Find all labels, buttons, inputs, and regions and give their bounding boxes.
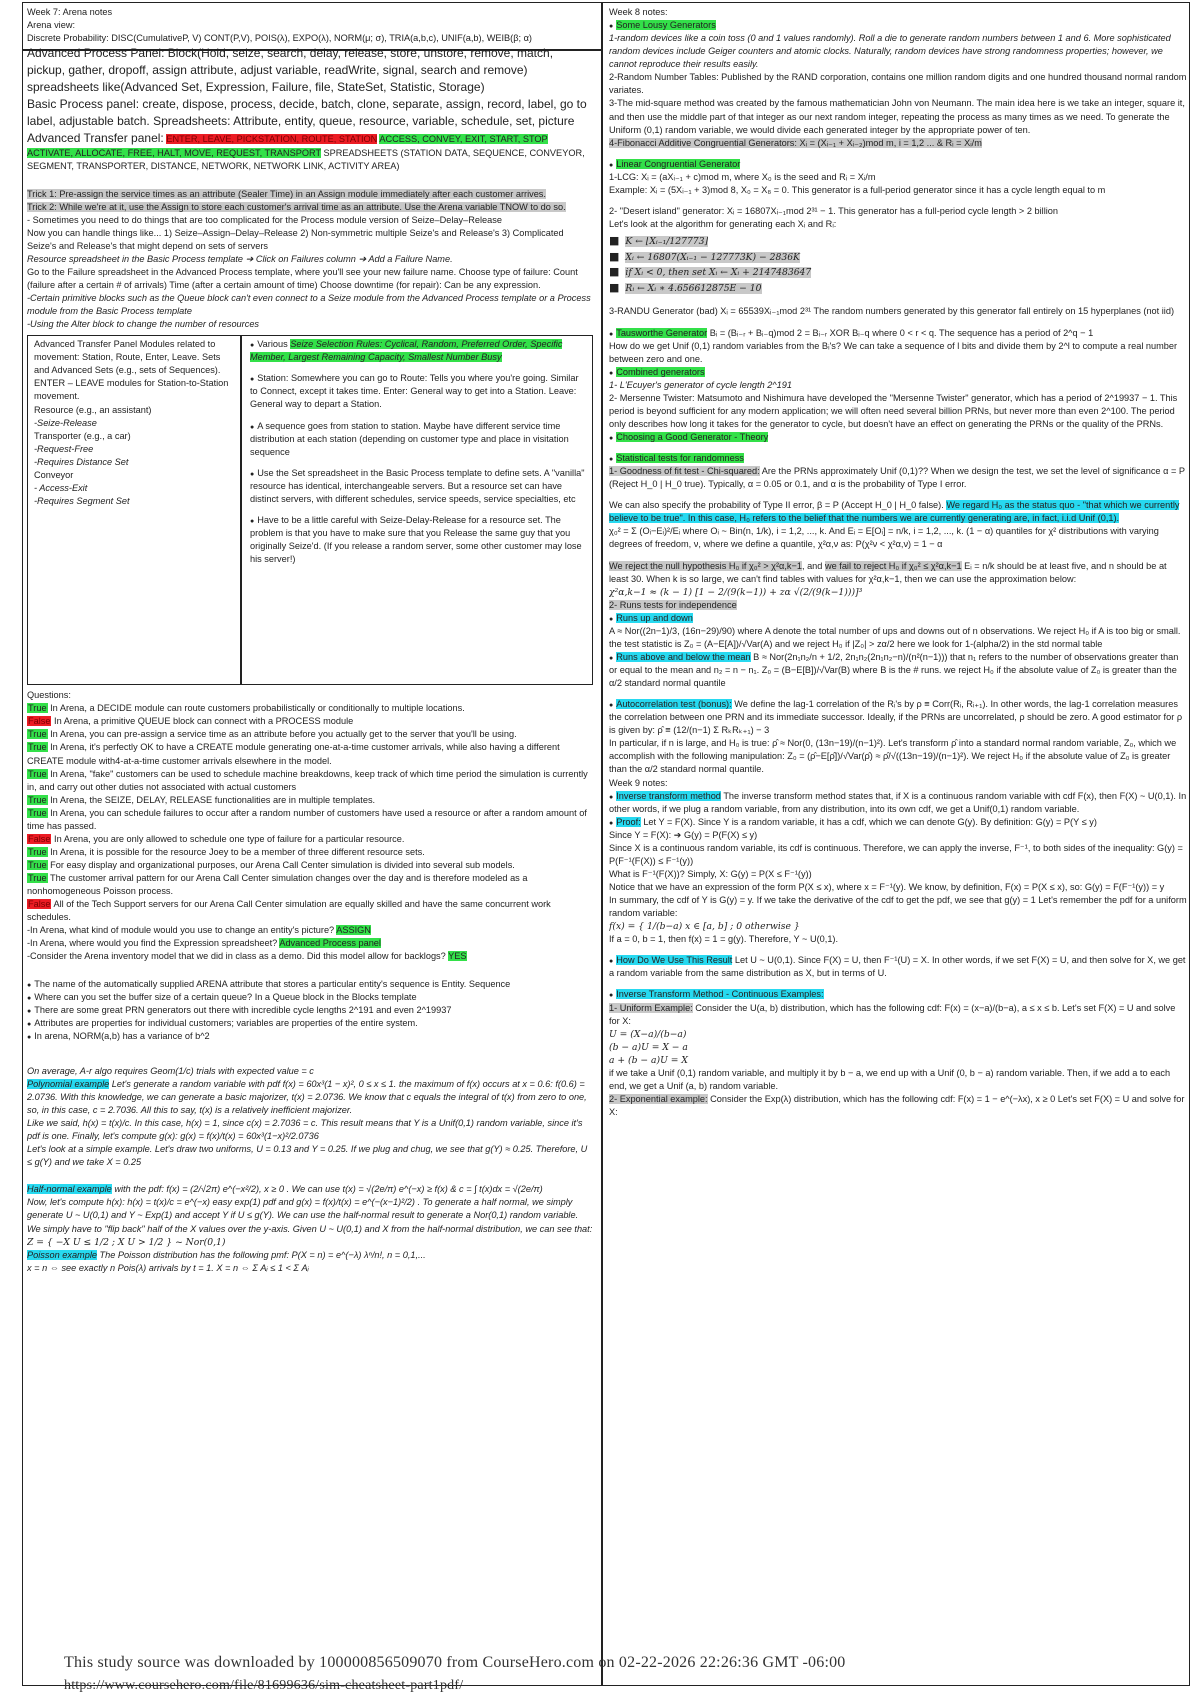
- proof-step: What is F⁻¹(F(X))? Simply, X: G(y) = P(X ≤ F⁻¹(y)): [609, 868, 812, 879]
- autocorrelation-text-2: In particular, if n is large, and H₀ is true: ρ̂ ≈ Nor(0, (13n−19)/(n−1)²). Let's transform ρ̂ into a standard normal random variable, Z₀, which we accomplish with the following manipulation: Z₀ = (ρ̂−E[ρ̂])/√Var(ρ̂) ≈ ρ̂/√((13n−19)/(n−1)²). We reject H₀ if the absolute value of Z₀ is greater than the α/2 standard normal quantile.: [609, 738, 1177, 775]
- mid-square-method: 3-The mid-square method was created by the famous mathematician John von Neumann. The main idea here is we take an integer, square it, and then use the middle part of that integer as our next random integer, repeating the process as many times as we need. To generate the Uniform (0,1) random variable, we would divide each generated integer by the appropriate power of ten.: [609, 98, 1185, 135]
- qa-item: -In Arena, where would you find the Expression spreadsheet? Advanced Process panel: [27, 938, 381, 949]
- note-seize-assign: Now you can handle things like... 1) Seize–Assign–Delay–Release 2) Non-symmetric multiple Seize's and Release's 3) Complicated Seize's and Release's that might depend on sets of servers: [27, 227, 564, 251]
- polynomial-example: Polynomial example Let's generate a random variable with pdf f(x) = 60x³(1 − x)², 0 ≤ x ≤ 1. the maximum of f(x) occurs at x = 0.6: f(0.6) = 2.0736. With this knowledge, we can generate a basic majorizer, t(x) = 2.0736. We know that c equals the integral of t(x) from zero to one, so, in this case, c = 2.7036. All this to say, t(x) is a relatively inefficient majorizer.: [27, 1078, 587, 1115]
- polynomial-text-3: Let's look at a simple example. Let's draw two uniforms, U = 0.13 and Y = 0.25. If we plug and chug, we see that g(Y) ≈ 0.25. Therefore, U ≤ g(Y) and we take X = 0.25: [27, 1144, 588, 1168]
- tausworthe-text-2: How do we get Unif (0,1) random variables from the Bᵢ's? We can take a sequence of l bits and divide them by 2^l to compute a real number between zero and one.: [609, 340, 1178, 364]
- failure-text: Go to the Failure spreadsheet in the Advanced Process template, where you'll see your new failure name. Choose type of failure: Count (failure after a certain # of arrivals) Time (after a certain amount of time) Choose downtime (for repair): Can be any expression.: [27, 266, 578, 290]
- algo-step: ■ Rᵢ ← Xᵢ ∗ 4.656612875E − 10: [609, 280, 1187, 296]
- poisson-example: Poisson example The Poisson distribution has the following pmf: P(X = n) = e^(−λ) λⁿ/n!, n = 0,1,...: [27, 1249, 426, 1260]
- autocorrelation-test: ● Autocorrelation test (bonus): We define the lag-1 correlation of the Rᵢ's by ρ ≡ Corr(Rᵢ, Rᵢ₊₁). In other words, the lag-1 correlation measures the correlation between one PRN and its immediate successor. Ideally, if the PRNs are uncorrelated, ρ should be zero. A good estimator for ρ is given by: ρ̂ ≡ (12/(n−1) Σ RₖRₖ₊₁) − 3: [609, 698, 1187, 737]
- random-number-tables: 2-Random Number Tables: Published by the RAND corporation, contains one million random digits and one hundred thousand normal random variates.: [609, 72, 1187, 96]
- lousy-generators-heading: ● Some Lousy Generators: [609, 19, 1187, 32]
- runs-up-down-text: A ≈ Nor((2n−1)/3, (16n−29)/90) where A denote the total number of ups and downs out of n observations. We reject H₀ if A is too big or small. the test statistic is Z₀ = (A−E[A])/√Var(A) and we reject H₀ if |Z₀| > zα/2 here we look for 1-(alpha/2) in the std normal table: [609, 625, 1181, 649]
- transfer-spreadsheets: SPREADSHEETS (STATION DATA, SEQUENCE, CONVEYOR, SEGMENT, TRANSPORTER, DISTANCE, NETWORK, NETWORK LINK, ACTIVITY AREA): [27, 148, 585, 172]
- cheatsheet-page: [22, 2, 1190, 1686]
- week7-title: Week 7: Arena notes: [27, 7, 113, 17]
- column-divider: [601, 3, 603, 1685]
- exponential-example: 2- Exponential example: Consider the Exp(λ) distribution, which has the following cdf: F(x) = 1 − e^(−λx), x ≥ 0 Let's set F(X) = U and solve for X:: [609, 1093, 1185, 1117]
- proof-step: Since X is a continuous random variable, its cdf is continuous. Therefore, we can apply the inverse, F⁻¹, to both sides of the inequality: G(y) = P(F⁻¹(F(X)) ≤ F⁻¹(y)): [609, 842, 1183, 866]
- source-url[interactable]: https://www.coursehero.com/file/81699636/sim-cheatsheet-part1pdf/: [64, 1678, 464, 1693]
- uniform-example: 1- Uniform Example: Consider the U(a, b) distribution, which has the following cdf: F(x) = (x−a)/(b−a), a ≤ x ≤ b. Let's set F(X) = U and solve for X:: [609, 1002, 1176, 1026]
- lcg-example: Example: Xᵢ = (5Xᵢ₋₁ + 3)mod 8, X₀ = X₈ = 0. This generator is a full-period generator since it has a cycle length equal to m: [609, 184, 1106, 195]
- table-separator: [240, 336, 242, 684]
- questions-title: Questions:: [27, 690, 71, 701]
- uniform-tail: if we take a Unif (0,1) random variable, and multiply it by b − a, we end up with a Unif (0, b − a) random variable. Then, if we add a to each end, we get a Unif (a, b) random variable.: [609, 1067, 1171, 1091]
- table-left-cell: [34, 338, 230, 508]
- tausworthe-line: ● Tausworthe Generator Bᵢ = (Bᵢ₋ᵣ + Bᵢ₋q)mod 2 = Bᵢ₋ᵣ XOR Bᵢ₋q where 0 < r < q. The sequence has a period of 2^q − 1: [609, 327, 1187, 340]
- table-right-careful: ● Have to be a little careful with Seize-Delay-Release for a resource set. The problem is that you have to make sure that you Release the same guy that you originally Seize'd. (If you release a random server, some other customer may lose his server!): [250, 514, 586, 566]
- table-left-access: - Access-Exit: [34, 482, 88, 493]
- transfer-label: Advanced Transfer panel:: [27, 131, 164, 146]
- transfer-red-highlight: ENTER, LEAVE, PICKSTATION, ROUTE, STATION: [166, 134, 378, 145]
- question-item: True In Arena, you can pre-assign a service time as an attribute before you actually get to the server that you'll be using.: [28, 729, 517, 740]
- lcg-heading: ● Linear Congruential Generator: [609, 158, 1187, 171]
- note-alter-block: -Using the Alter block to change the number of resources: [27, 319, 260, 330]
- chi-square-stat: χ₀² = Σ (Oᵢ−Eᵢ)²/Eᵢ where Oᵢ ~ Bin(n, 1/k), i = 1,2, ..., k. And Eᵢ = E[Oᵢ] = n/k, i = 1,2, ..., k. (1 − α) quantiles for χ² distributions with varying degrees of freedom, ν, where we define a quantile, χ²α,ν as: P(χ²ν < χ²α,ν) = 1 − α: [609, 526, 1159, 550]
- table-right-seize-rules: ● Various Seize Selection Rules: Cyclical, Random, Preferred Order, Specific Member, Largest Remaining Capacity, Smallest Number Busy: [250, 338, 586, 364]
- transfer-panel-line: [27, 130, 593, 173]
- question-item: True In Arena, you can schedule failures to occur after a random number of customers have used a resource or after a random amount of time has passed.: [27, 807, 587, 831]
- chi-approximation: χ²α,k−1 ≈ (k − 1) [1 − 2/(9(k−1)) + zα √(2/(9(k−1)))]³: [609, 586, 863, 598]
- left-column: [27, 6, 593, 1682]
- proof-step: Notice that we have an expression of the form P(X ≤ x), where x = F⁻¹(y). We know, by definition, F(x) = P(X ≤ x), so: G(y) = F(F⁻¹(y)) = y: [609, 882, 1165, 892]
- question-item: True In Arena, it's perfectly OK to have a CREATE module generating one-at-a-time customer arrivals, while also having a different CREATE module with4-at-a-time customer arrivals elsewhere in the model.: [27, 742, 560, 766]
- bullet-entity-sequence: ● The name of the automatically supplied ARENA attribute that stores a particular entity's sequence is Entity. Sequence: [27, 978, 593, 991]
- table-left-distance: -Requires Distance Set: [34, 456, 129, 467]
- reject-rule: We reject the null hypothesis H₀ if χ₀² > χ²α,k−1, and we fail to reject H₀ if χ₀² ≤ χ²α,k−1 Eᵢ = n/k should be at least five, and n should be at least 30. When k is so large, we can't find tables with values for χ²α,k−1, then we can use the approximation below:: [609, 560, 1167, 584]
- qa-item: -Consider the Arena inventory model that we did in class as a demo. Did this model allow for backlogs? YES: [27, 951, 467, 962]
- how-use-result: ● How Do We Use This Result Let U ~ U(0,1). Since F(X) = U, then F⁻¹(U) = X. In other words, if we set F(X) = U, and then solve for X, we get a random variable from the same distribution as X, but in terms of U.: [609, 954, 1187, 980]
- question-item: False In Arena, you are only allowed to schedule one type of failure for a particular resource.: [28, 833, 405, 844]
- question-item: True In Arena, it is possible for the resource Joey to be a member of three different resource sets.: [28, 846, 425, 857]
- question-item: True In Arena, the SEIZE, DELAY, RELEASE functionalities are in multiple templates.: [28, 794, 376, 805]
- proof-step: In summary, the cdf of Y is G(y) = y. If we take the derivative of the cdf to get the pdf, we see that g(y) = 1 Let's remember the pdf for a uniform random variable:: [609, 895, 1187, 919]
- table-left-segment: -Requires Segment Set: [34, 495, 130, 506]
- table-left-seize: -Seize-Release: [34, 417, 97, 428]
- week9-title: Week 9 notes:: [609, 777, 668, 788]
- random-devices: 1-random devices like a coin toss (0 and 1 values randomly). Roll a die to generate random numbers between 1 and 6. More sophisticated random devices include Geiger counters and atomic clocks. Naturally, random devices have strong randomness properties; however, we cannot reproduce their results easily.: [609, 33, 1171, 70]
- trick-1: Trick 1: Pre-assign the service times as an attribute (Sealer Time) in an Assign module immediately after each customer arrives.: [27, 188, 546, 199]
- question-item: False All of the Tech Support servers for our Arena Call Center simulation are equally skilled and have the same concurrent work schedules.: [27, 899, 551, 923]
- lecuyer-line: 1- L'Ecuyer's generator of cycle length 2^191: [609, 379, 792, 390]
- question-item: True The customer arrival pattern for our Arena Call Center simulation changes over the day and is therefore modeled as a nonhomogeneous Poisson process.: [27, 873, 528, 897]
- type-two-error: We can also specify the probability of Type II error, β = P (Accept H_0 | H_0 false). We regard H₀ as the status quo - "that which we currently believe to be true". In this case, H₀ refers to the belief that the numbers we are currently generating are, in fact, i.i.d Unif (0,1).: [609, 500, 1180, 524]
- half-normal-example: Half-normal example with the pdf: f(x) = (2/√2π) e^(−x²/2), x ≥ 0 . We can use t(x) = √(2e/π) e^(−x) ≥ f(x) & c = ∫ t(x)dx = √(2e/π): [27, 1184, 543, 1195]
- qa-item: -In Arena, what kind of module would you use to change an entity's picture? ASSIGN: [27, 925, 371, 936]
- inverse-continuous-heading: ● Inverse Transform Method - Continuous Examples:: [609, 988, 1187, 1001]
- discrete-prob-line: Discrete Probability: DISC(CumulativeP, V) CONT(P,V), POIS(λ), EXPO(λ), NORM(μ; σ), TRIA(a,b,c), UNIF(a,b), WEIB(β; α): [27, 33, 532, 44]
- questions-list: [27, 702, 593, 924]
- table-right-station: ● Station: Somewhere you can go to Route: Tells you where you're going. Similar to Connect, except it takes time. Enter: General way to get into a Station. Leave: General way to depart a Station.: [250, 372, 586, 411]
- ar-algo-line: On average, A-r algo requires Geom(1/c) trials with expected value = c: [27, 1065, 314, 1076]
- runs-heading: 2- Runs tests for independence: [609, 599, 737, 610]
- transfer-modules-table: [27, 335, 593, 685]
- choosing-heading: ● Choosing a Good Generator - Theory: [609, 431, 1187, 444]
- statistical-tests-heading: ● Statistical tests for randomness: [609, 452, 1187, 465]
- uniform-step: (b − a)U = X − a: [609, 1041, 688, 1053]
- note-queue-block: -Certain primitive blocks such as the Queue block can't even connect to a Seize module from the Advanced Process template or a Process module from the Basic Process template: [27, 293, 591, 317]
- uniform-step: U = (X−a)/(b−a): [609, 1028, 687, 1040]
- question-item: False In Arena, a primitive QUEUE block can connect with a PROCESS module: [28, 716, 354, 727]
- transfer-green-highlight-1: ACCESS, CONVEY, EXIT, START, STOP: [379, 134, 548, 145]
- failure-path: Resource spreadsheet in the Basic Process template ➔ Click on Failures column ➔ Add a Failure Name.: [27, 253, 453, 264]
- polynomial-text-2: Like we said, h(x) = t(x)/c. In this case, h(x) = 1, since c(x) = 2.7036 = c. This result means that Y is a Unif(0,1) random variable, since it's pdf is one. Finally, let's compute g(x): g(x) = f(x)/t(x) = 60x³(1−x)²/2.0736: [27, 1118, 583, 1142]
- table-right-cell: [250, 338, 586, 566]
- note-seize-delay: - Sometimes you need to do things that are too complicated for the Process module version of Seize–Delay–Release: [27, 214, 502, 225]
- week8-title: Week 8 notes:: [609, 7, 668, 17]
- fibonacci-generator: 4-Fibonacci Additive Congruential Generators: Xᵢ = (Xᵢ₋₁ + Xᵢ₋₂)mod m, i = 1,2 ... & Rᵢ = Xᵢ/m: [609, 137, 982, 148]
- table-left-intro: Advanced Transfer Panel Modules related to movement: Station, Route, Enter, Leave. Sets and Advanced Sets (e.g., sets of Sequences). ENTER – LEAVE modules for Station-to-Station movement.: [34, 339, 229, 402]
- desert-island-algorithm: [609, 233, 1187, 295]
- bullet-prn-cycles: ● There are some great PRN generators out there with incredible cycle lengths 2^191 and even 2^19937: [27, 1004, 593, 1017]
- randu-line: 3-RANDU Generator (bad) Xᵢ = 65539Xᵢ₋₁mod 2³¹ The random numbers generated by this generator fall entirely on 15 hyperplanes (not iid): [609, 306, 1175, 317]
- table-left-transporter: Transporter (e.g., a car): [34, 430, 131, 441]
- proof-step: Since Y = F(X): ➔ G(y) = P(F(X) ≤ y): [609, 829, 758, 840]
- poisson-text-2: x = n ⇔ see exactly n Pois(λ) arrivals by t = 1. X = n ⇔ Σ Aᵢ ≤ 1 < Σ Aᵢ: [27, 1262, 309, 1273]
- inverse-transform-method: ● Inverse transform method The inverse transform method states that, if X is a continuous random variable with cdf F(x), then F(X) ~ U(0,1). In other words, if we plug a random variable, from any distribution, into its own cdf, we get a Unif(0,1) random variable.: [609, 790, 1187, 816]
- desert-island-line-2: Let's look at the algorithm for generating each Xᵢ and Rᵢ:: [609, 218, 837, 229]
- basic-process-line: Basic Process panel: create, dispose, process, decide, batch, clone, separate, assign, record, label, go to label, adjustable batch. Spreadsheets: Attribute, entity, queue, resource, variable, schedule, set, picture: [27, 97, 587, 129]
- bullet-attributes: ● Attributes are properties for individual customers; variables are properties of the entire system.: [27, 1017, 593, 1030]
- question-item: True In Arena, "fake" customers can be used to schedule machine breakdowns, keep track of which time period the simulation is currently in, and carry out other duties not associated with actual customers: [27, 768, 588, 792]
- algo-step: ■ K ← ⌊Xᵢ₋₁/127773⌋: [609, 233, 1187, 249]
- arena-view-label: Arena view:: [27, 20, 76, 31]
- download-notice: This study source was downloaded by 100000856509070 from CourseHero.com on 02-22-2026 22:26:36 GMT -06:00: [64, 1654, 846, 1671]
- half-normal-text-2: Now, let's compute h(x): h(x) = t(x)/c = e^(−x) easy exp(1) pdf and g(x) = f(x)/t(x) = e^(−(x−1)²/2) . To generate a half normal, we simply generate U ~ U(0,1) and Y ~ Exp(1) and accept Y if U ≤ g(Y). We can use the half-normal result to generate a Nor(0,1) random variable. We simply have to "flip back" half of the X values over the y-axis. Given U ~ U(0,1) and X from the half-normal distribution, we can see that:: [27, 1197, 593, 1234]
- bullet-buffer-size: ● Where can you set the buffer size of a certain queue? In a Queue block in the Blocks template: [27, 991, 593, 1004]
- table-left-conveyor: Conveyor: [34, 469, 74, 480]
- table-right-set: ● Use the Set spreadsheet in the Basic Process template to define sets. A "vanilla" resource has identical, interchangeable servers. But a resource set can have distinct servers, with different schedules, service speeds, service specialties, etc: [250, 467, 586, 506]
- proof-conclusion: If a = 0, b = 1, then f(x) = 1 = g(y). Therefore, Y ~ U(0,1).: [609, 934, 839, 945]
- bullet-norm-variance: ● In arena, NORM(a,b) has a variance of b^2: [27, 1030, 593, 1043]
- algo-step: ■ Xᵢ ← 16807(Xᵢ₋₁ − 127773K) − 2836K: [609, 249, 1187, 265]
- question-item: True For easy display and organizational purposes, our Arena Call Center simulation is divided into several sub models.: [28, 860, 515, 870]
- trick-2: Trick 2: While we're at it, use the Assign to store each customer's arrival time as an attribute. Use the Arena variable TNOW to do so.: [27, 201, 566, 212]
- uniform-pdf: f(x) = { 1/(b−a) x ∈ [a, b] ; 0 otherwise }: [609, 921, 800, 933]
- table-left-resource: Resource (e.g., an assistant): [34, 404, 152, 415]
- right-column: [609, 6, 1187, 1682]
- desert-island-line: 2- "Desert island" generator: Xᵢ = 16807Xᵢ₋₁mod 2³¹ − 1. This generator has a full-period cycle length > 2 billion: [609, 205, 1058, 216]
- runs-above-below: ● Runs above and below the mean B ≈ Nor(2n₁n₂/n + 1/2, 2n₁n₂(2n₁n₂−n)/(n²(n−1))) that n₁ refers to the number of observations greater than or equal to the mean and n₂ = n − n₁. Z₀ = (B−E[B])/√Var(B) where B is the # runs. we reject H₀ if the absolute value of Z₀ is greater than the α/2 standard normal quantile: [609, 651, 1187, 690]
- uniform-step: a + (b − a)U = X: [609, 1054, 688, 1066]
- question-item: True In Arena, a DECIDE module can route customers probabilistically or conditionally to multiple locations.: [28, 703, 465, 714]
- table-right-sequence: ● A sequence goes from station to station. Maybe have different service time distribution at each station (depending on customer type and place in visitation sequence: [250, 420, 586, 459]
- mersenne-line: 2- Mersenne Twister: Matsumoto and Nishimura have developed the "Mersenne Twister" generator, which has a period of 2^19937 − 1. This period is beyond sufficient for any modern application; we will often need several billion PRNs, but never more than even 2^100. The period only describes how long it takes for the generator to cycle, but doesn't have an effect on generating the PRNs or the quality of the PRNs.: [609, 392, 1178, 429]
- goodness-of-fit: 1- Goodness of fit test - Chi-squared: Are the PRNs approximately Unif (0,1)?? When we design the test, we set the level of significance α = P (Reject H_0 | H_0 true). Typically, α = 0.05 or 0.1, and α is the probability of Type I error.: [609, 466, 1185, 490]
- proof-line: ● Proof: Let Y = F(X). Since Y is a random variable, it has a cdf, which we can denote G(y). By definition: G(y) = P(Y ≤ y): [609, 816, 1187, 829]
- runs-up-down-heading: ● Runs up and down: [609, 612, 1187, 625]
- algo-step: ■ if Xᵢ < 0, then set Xᵢ ← Xᵢ + 2147483647: [609, 264, 1187, 280]
- table-left-request: -Request-Free: [34, 443, 94, 454]
- lcg-formula: 1-LCG: Xᵢ = (aXᵢ₋₁ + c)mod m, where X₀ is the seed and Rᵢ = Xᵢ/m: [609, 171, 876, 182]
- half-normal-z: Z = { −X U ≤ 1/2 ; X U > 1/2 } ~ Nor(0,1): [27, 1236, 226, 1248]
- combined-heading: ● Combined generators: [609, 366, 1187, 379]
- advanced-process-line: Advanced Process Panel: Block(Hold, seize, search, delay, release, store, unstore, remove, match, pickup, gather, dropoff, assign attribute, adjust variable, readWrite, signal, search and remove) spreadsheets like(Advanced Set, Expression, Failure, file, StateSet, Statistic, Storage): [27, 46, 554, 95]
- transfer-green-highlight-2: ACTIVATE, ALLOCATE, FREE, HALT, MOVE, REQUEST, TRANSPORT: [27, 148, 321, 159]
